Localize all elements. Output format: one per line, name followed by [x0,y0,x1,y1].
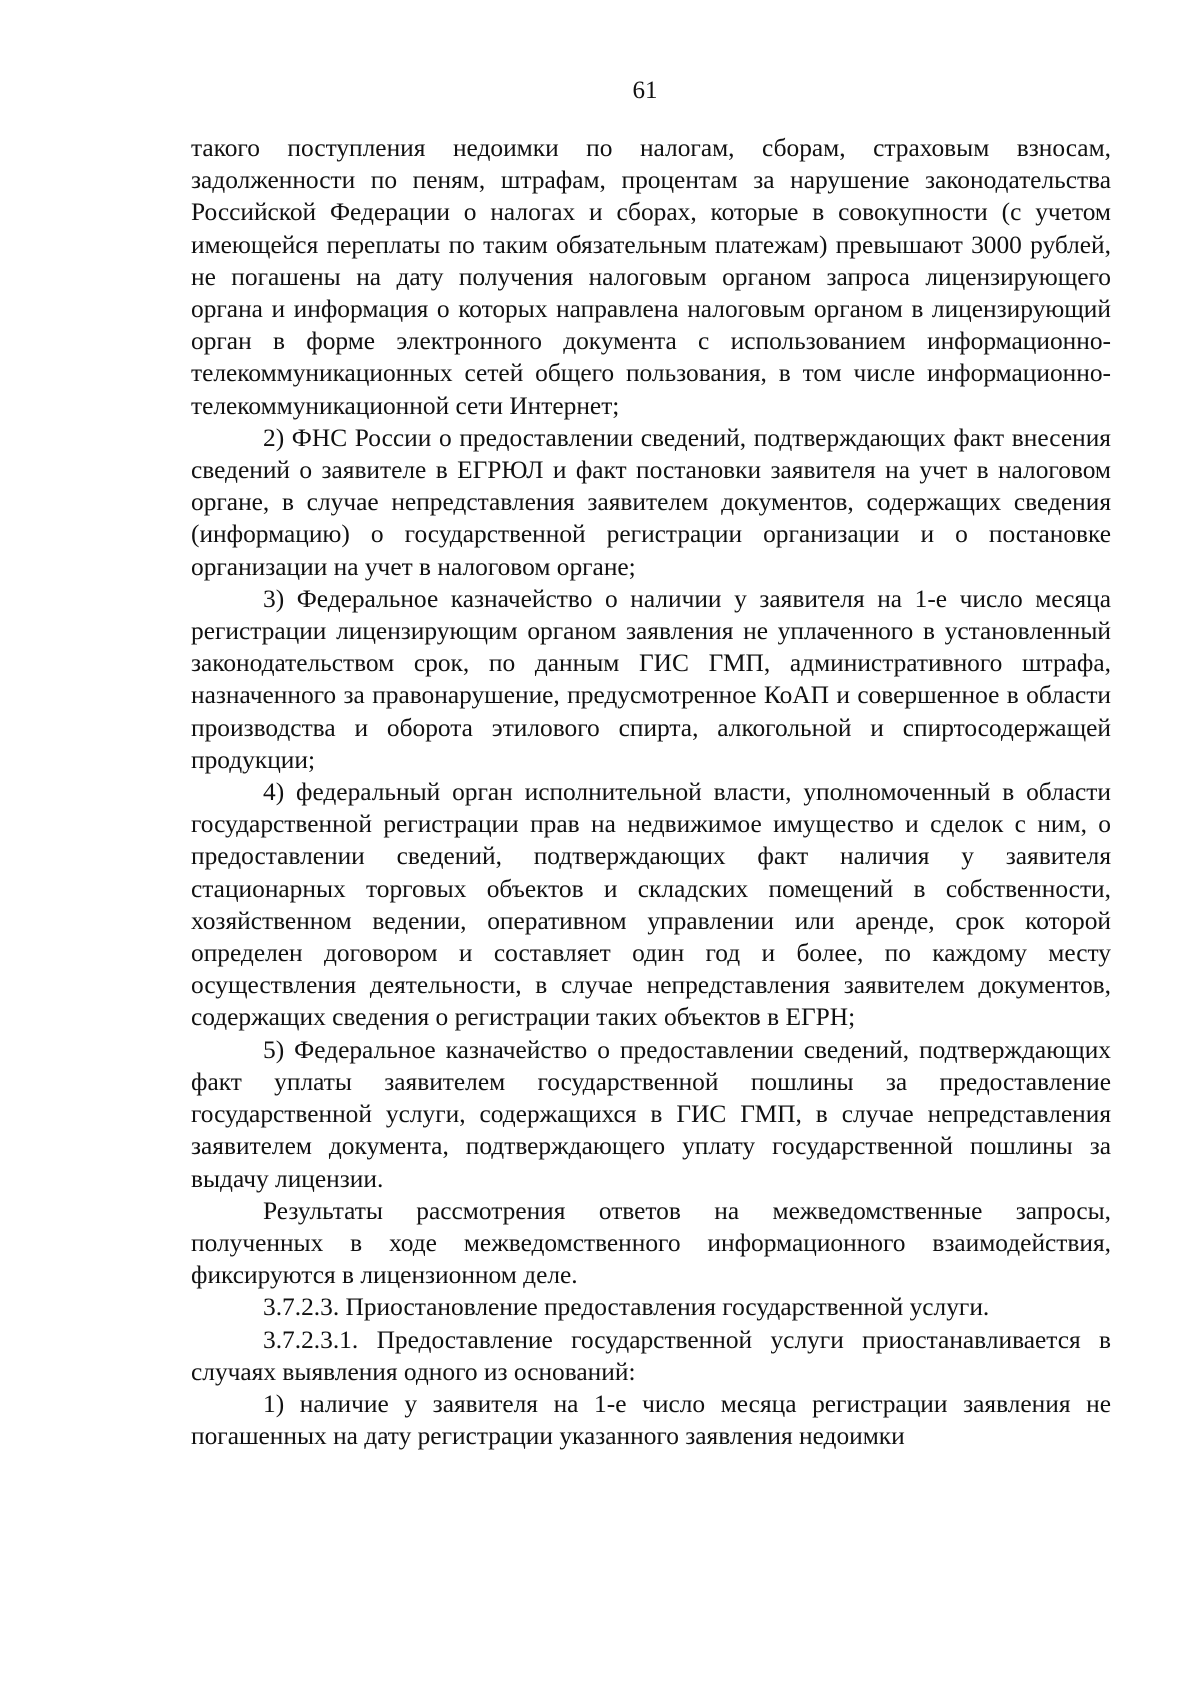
paragraph-suspension-item-1: 1) наличие у заявителя на 1-е число месяца регистрации заявления не погашенных на дату регистрации указанного заявления недоимки [191,1389,1111,1451]
paragraph-item-3: 3) Федеральное казначейство о наличии у заявителя на 1-е число месяца регистрации лицензирующим органом заявления не уплаченного в установленный законодательством срок, по данным ГИС ГМП, административного штрафа, назначенного за правонарушение, предусмотренное КоАП и совершенное в области производства и оборота этилового спирта, алкогольной и спиртосодержащей продукции; [191,584,1111,774]
paragraph-continuation: такого поступления недоимки по налогам, сборам, страховым взносам, задолженности по пеням, штрафам, процентам за нарушение законодательства Российской Федерации о налогах и сборах, которые в совокупности (с учетом имеющейся переплаты по таким обязательным платежам) превышают 3000 рублей, не погашены на дату получения налоговым органом запроса лицензирующего органа и информация о которых направлена налоговым органом в лицензирующий орган в форме электронного документа с использованием информационно-телекоммуникационных сетей общего пользования, в том числе информационно-телекоммуникационной сети Интернет; [191,134,1111,420]
paragraph-item-2: 2) ФНС России о предоставлении сведений, подтверждающих факт внесения сведений о заявителе в ЕГРЮЛ и факт постановки заявителя на учет в налоговом органе, в случае непредставления заявителем документов, содержащих сведения (информацию) о государственной регистрации организации и о постановке организации на учет в налоговом органе; [191,423,1111,581]
paragraph-item-5: 5) Федеральное казначейство о предоставлении сведений, подтверждающих факт уплаты заявителем государственной пошлины за предоставление государственной услуги, содержащихся в ГИС ГМП, в случае непредставления заявителем документа, подтверждающего уплату государственной пошлины за выдачу лицензии. [191,1035,1111,1193]
paragraph-results: Результаты рассмотрения ответов на межведомственные запросы, полученных в ходе межведомственного информационного взаимодействия, фиксируются в лицензионном деле. [191,1196,1111,1290]
document-body [191,132,1111,1452]
page-number: 61 [632,77,658,104]
paragraph-item-4: 4) федеральный орган исполнительной власти, уполномоченный в области государственной регистрации прав на недвижимое имущество и сделок с ним, о предоставлении сведений, подтверждающих факт наличия у заявителя стационарных торговых объектов и складских помещений в собственности, хозяйственном ведении, оперативном управлении или аренде, срок которой определен договором и составляет один год и более, по каждому месту осуществления деятельности, в случае непредставления заявителем документов, содержащих сведения о регистрации таких объектов в ЕГРН; [191,778,1111,1032]
paragraph-3-7-2-3-1: 3.7.2.3.1. Предоставление государственной услуги приостанавливается в случаях выявления одного из оснований: [191,1325,1111,1386]
section-heading-3-7-2-3: 3.7.2.3. Приостановление предоставления государственной услуги. [263,1293,990,1322]
